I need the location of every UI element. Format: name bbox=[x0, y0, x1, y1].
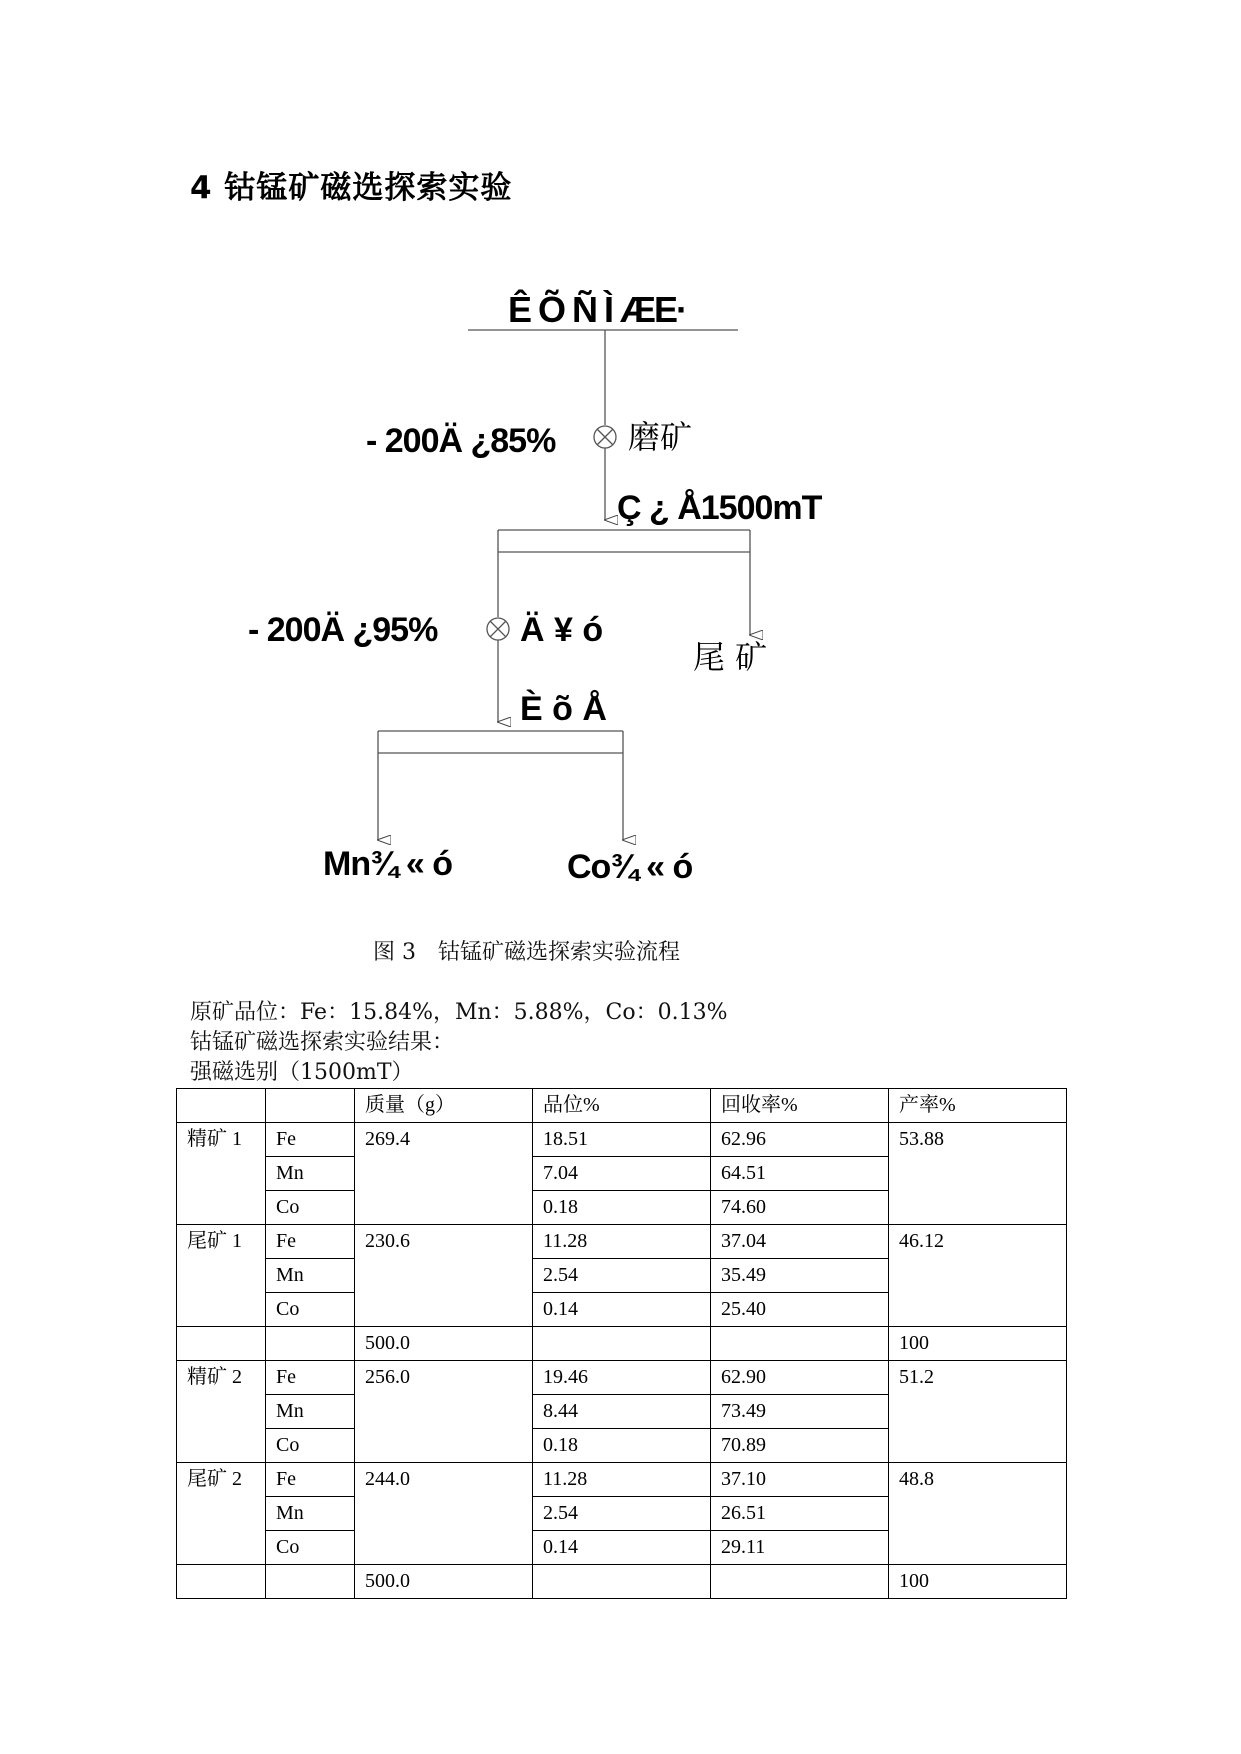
recovery-cell: 74.60 bbox=[711, 1191, 889, 1225]
recovery-cell: 62.96 bbox=[711, 1123, 889, 1157]
empty-cell bbox=[533, 1565, 711, 1599]
recovery-cell: 29.11 bbox=[711, 1531, 889, 1565]
total-row bbox=[177, 1327, 1067, 1361]
element-cell: Co bbox=[266, 1429, 355, 1463]
grind-fineness-2: - 200Ä ¿95% bbox=[248, 611, 438, 649]
empty-cell bbox=[711, 1565, 889, 1599]
figure-number: 图 3 bbox=[373, 940, 416, 965]
grade-cell: 18.51 bbox=[533, 1123, 711, 1157]
mass-cell: 256.0 bbox=[355, 1361, 533, 1463]
figure-caption bbox=[373, 935, 680, 966]
element-cell: Mn bbox=[266, 1259, 355, 1293]
header-cell bbox=[177, 1089, 266, 1123]
empty-cell bbox=[266, 1565, 355, 1599]
flotation-label: È õ Å bbox=[520, 690, 607, 728]
element-cell: Fe bbox=[266, 1225, 355, 1259]
recovery-cell: 70.89 bbox=[711, 1429, 889, 1463]
element-cell: Mn bbox=[266, 1395, 355, 1429]
recovery-cell: 73.49 bbox=[711, 1395, 889, 1429]
results-table bbox=[176, 1088, 1067, 1599]
product-name: 精矿 1 bbox=[177, 1123, 266, 1225]
element-cell: Fe bbox=[266, 1361, 355, 1395]
total-row bbox=[177, 1565, 1067, 1599]
recovery-cell: 64.51 bbox=[711, 1157, 889, 1191]
grade-cell: 2.54 bbox=[533, 1259, 711, 1293]
product-name: 尾矿 1 bbox=[177, 1225, 266, 1327]
header-recovery: 回收率% bbox=[711, 1089, 889, 1123]
grade-cell: 0.18 bbox=[533, 1191, 711, 1225]
element-cell: Co bbox=[266, 1293, 355, 1327]
empty-cell bbox=[177, 1327, 266, 1361]
table-row bbox=[177, 1123, 1067, 1157]
grade-cell: 7.04 bbox=[533, 1157, 711, 1191]
product-mn: Mn¾ « ó bbox=[323, 845, 453, 883]
grade-cell: 19.46 bbox=[533, 1361, 711, 1395]
header-grade: 品位% bbox=[533, 1089, 711, 1123]
yield-cell: 48.8 bbox=[889, 1463, 1067, 1565]
grind-node-1 bbox=[594, 426, 616, 448]
element-cell: Fe bbox=[266, 1463, 355, 1497]
element-cell: Fe bbox=[266, 1123, 355, 1157]
empty-cell bbox=[711, 1327, 889, 1361]
raw-ore-grade: 原矿品位：Fe：15.84%，Mn：5.88%，Co：0.13% bbox=[190, 1000, 728, 1025]
results-title: 钴锰矿磁选探索实验结果： bbox=[190, 1030, 455, 1055]
tailings-label: 尾 矿 bbox=[693, 638, 768, 676]
header-yield: 产率% bbox=[889, 1089, 1067, 1123]
product-name: 精矿 2 bbox=[177, 1361, 266, 1463]
element-cell: Mn bbox=[266, 1157, 355, 1191]
yield-cell: 51.2 bbox=[889, 1361, 1067, 1463]
table-header-row bbox=[177, 1089, 1067, 1123]
total-yield: 100 bbox=[889, 1565, 1067, 1599]
element-cell: Co bbox=[266, 1531, 355, 1565]
table-row bbox=[177, 1463, 1067, 1497]
yield-cell: 46.12 bbox=[889, 1225, 1067, 1327]
grade-cell: 2.54 bbox=[533, 1497, 711, 1531]
strong-magnetic-label: 强磁选别（1500mT） bbox=[190, 1060, 414, 1085]
element-cell: Co bbox=[266, 1191, 355, 1225]
grind-label: 磨矿 bbox=[628, 418, 693, 456]
feed-label: Ê Õ Ñ Ì ÆE· bbox=[508, 289, 687, 330]
magnetic-label: Ç ¿ Å1500mT bbox=[617, 489, 822, 527]
table-row bbox=[177, 1361, 1067, 1395]
empty-cell bbox=[266, 1327, 355, 1361]
recovery-cell: 25.40 bbox=[711, 1293, 889, 1327]
grade-cell: 0.18 bbox=[533, 1429, 711, 1463]
mass-cell: 244.0 bbox=[355, 1463, 533, 1565]
recovery-cell: 37.10 bbox=[711, 1463, 889, 1497]
recovery-cell: 35.49 bbox=[711, 1259, 889, 1293]
mass-cell: 230.6 bbox=[355, 1225, 533, 1327]
mass-cell: 269.4 bbox=[355, 1123, 533, 1225]
product-co: Co¾ « ó bbox=[567, 848, 693, 886]
header-cell bbox=[266, 1089, 355, 1123]
grade-cell: 11.28 bbox=[533, 1225, 711, 1259]
header-mass: 质量（g） bbox=[355, 1089, 533, 1123]
recovery-cell: 26.51 bbox=[711, 1497, 889, 1531]
recovery-cell: 37.04 bbox=[711, 1225, 889, 1259]
grade-cell: 8.44 bbox=[533, 1395, 711, 1429]
product-name: 尾矿 2 bbox=[177, 1463, 266, 1565]
grade-cell: 0.14 bbox=[533, 1531, 711, 1565]
grade-cell: 0.14 bbox=[533, 1293, 711, 1327]
grind-fineness-1: - 200Ä ¿85% bbox=[366, 422, 556, 460]
total-mass: 500.0 bbox=[355, 1327, 533, 1361]
regrind-label: Ä ¥ ó bbox=[520, 611, 604, 649]
empty-cell bbox=[533, 1327, 711, 1361]
yield-cell: 53.88 bbox=[889, 1123, 1067, 1225]
figure-caption-text: 钴锰矿磁选探索实验流程 bbox=[438, 940, 681, 965]
empty-cell bbox=[177, 1565, 266, 1599]
table-row bbox=[177, 1225, 1067, 1259]
total-yield: 100 bbox=[889, 1327, 1067, 1361]
section-title: 4 钴锰矿磁选探索实验 bbox=[190, 170, 513, 206]
element-cell: Mn bbox=[266, 1497, 355, 1531]
grade-cell: 11.28 bbox=[533, 1463, 711, 1497]
recovery-cell: 62.90 bbox=[711, 1361, 889, 1395]
total-mass: 500.0 bbox=[355, 1565, 533, 1599]
grind-node-2 bbox=[487, 618, 509, 640]
